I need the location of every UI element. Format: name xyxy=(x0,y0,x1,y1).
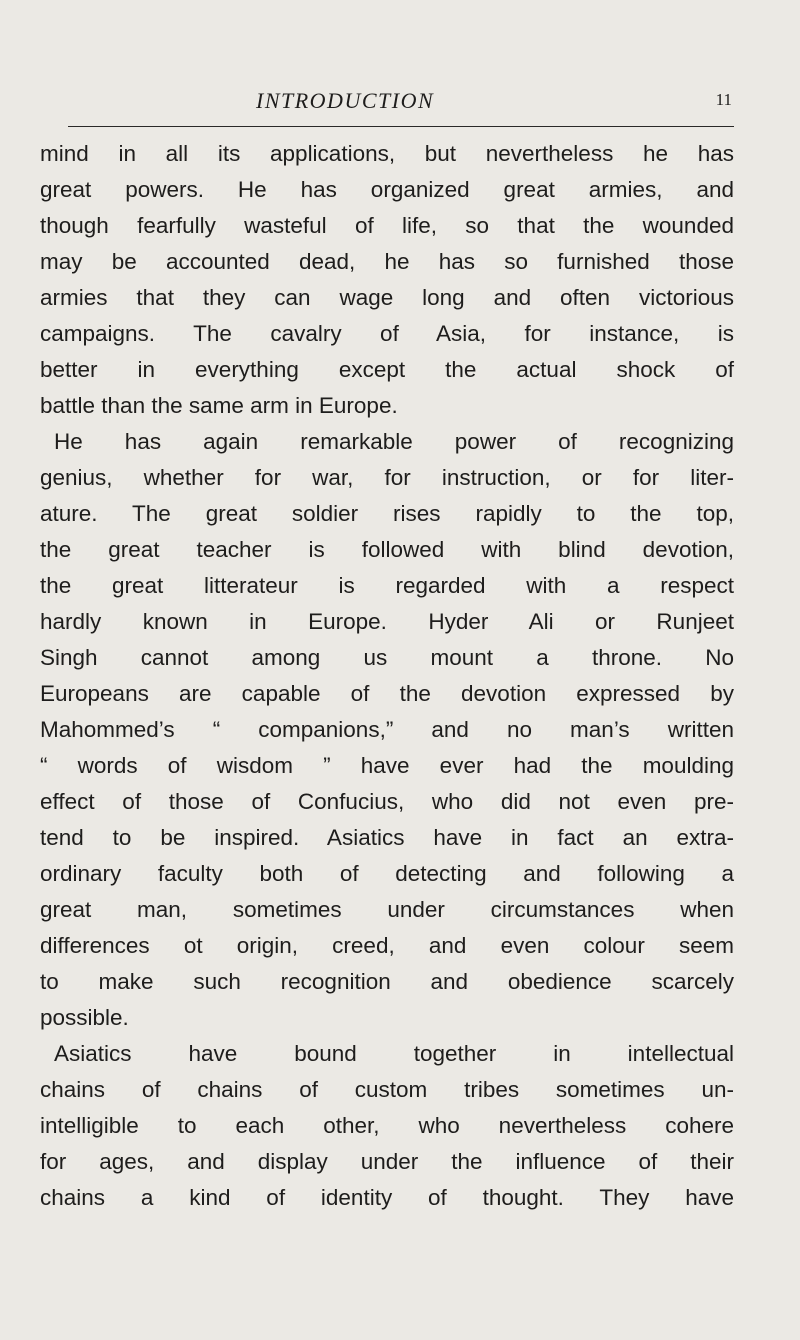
text-line: campaigns. The cavalry of Asia, for instance, is xyxy=(40,321,734,346)
text-line: mind in all its applications, but nevertheless he has xyxy=(40,141,734,166)
text-line: “ words of wisdom ” have ever had the moulding xyxy=(40,753,734,778)
text-line: the great litterateur is regarded with a respect xyxy=(40,573,734,598)
header-rule xyxy=(68,126,734,127)
paragraph xyxy=(40,136,734,424)
text-line: great powers. He has organized great armies, and xyxy=(40,177,734,202)
text-line: Singh cannot among us mount a throne. No xyxy=(40,645,734,670)
page-number: 11 xyxy=(715,90,732,109)
text-line: tend to be inspired. Asiatics have in fact an extra- xyxy=(40,825,734,850)
text-line: ature. The great soldier rises rapidly to the top, xyxy=(40,501,734,526)
paragraph xyxy=(40,424,734,1036)
text-line: effect of those of Confucius, who did not even pre- xyxy=(40,789,734,814)
text-line: chains of chains of custom tribes sometimes un- xyxy=(40,1077,734,1102)
text-line: Mahommed’s “ companions,” and no man’s written xyxy=(40,717,734,742)
text-line: may be accounted dead, he has so furnished those xyxy=(40,249,734,274)
text-line: better in everything except the actual shock of xyxy=(40,357,734,382)
running-head xyxy=(0,88,800,118)
paragraph xyxy=(40,1036,734,1216)
text-line: chains a kind of identity of thought. They have xyxy=(40,1185,734,1210)
text-line: to make such recognition and obedience scarcely xyxy=(40,969,734,994)
text-line: hardly known in Europe. Hyder Ali or Runjeet xyxy=(40,609,734,634)
text-line: ordinary faculty both of detecting and following a xyxy=(40,861,734,886)
text-line: battle than the same arm in Europe. xyxy=(40,393,398,418)
text-line: the great teacher is followed with blind devotion, xyxy=(40,537,734,562)
text-line: differences ot origin, creed, and even colour seem xyxy=(40,933,734,958)
text-line: genius, whether for war, for instruction, or for liter- xyxy=(40,465,734,490)
text-line: intelligible to each other, who nevertheless cohere xyxy=(40,1113,734,1138)
text-line: for ages, and display under the influence of their xyxy=(40,1149,734,1174)
text-line: Asiatics have bound together in intellectual xyxy=(54,1041,734,1066)
text-line: armies that they can wage long and often victorious xyxy=(40,285,734,310)
text-line: He has again remarkable power of recognizing xyxy=(54,429,734,454)
text-line: possible. xyxy=(40,1005,129,1030)
text-line: though fearfully wasteful of life, so that the wounded xyxy=(40,213,734,238)
text-line: great man, sometimes under circumstances when xyxy=(40,897,734,922)
running-title: INTRODUCTION xyxy=(256,88,435,113)
text-line: Europeans are capable of the devotion expressed by xyxy=(40,681,734,706)
body-text xyxy=(40,136,734,1216)
